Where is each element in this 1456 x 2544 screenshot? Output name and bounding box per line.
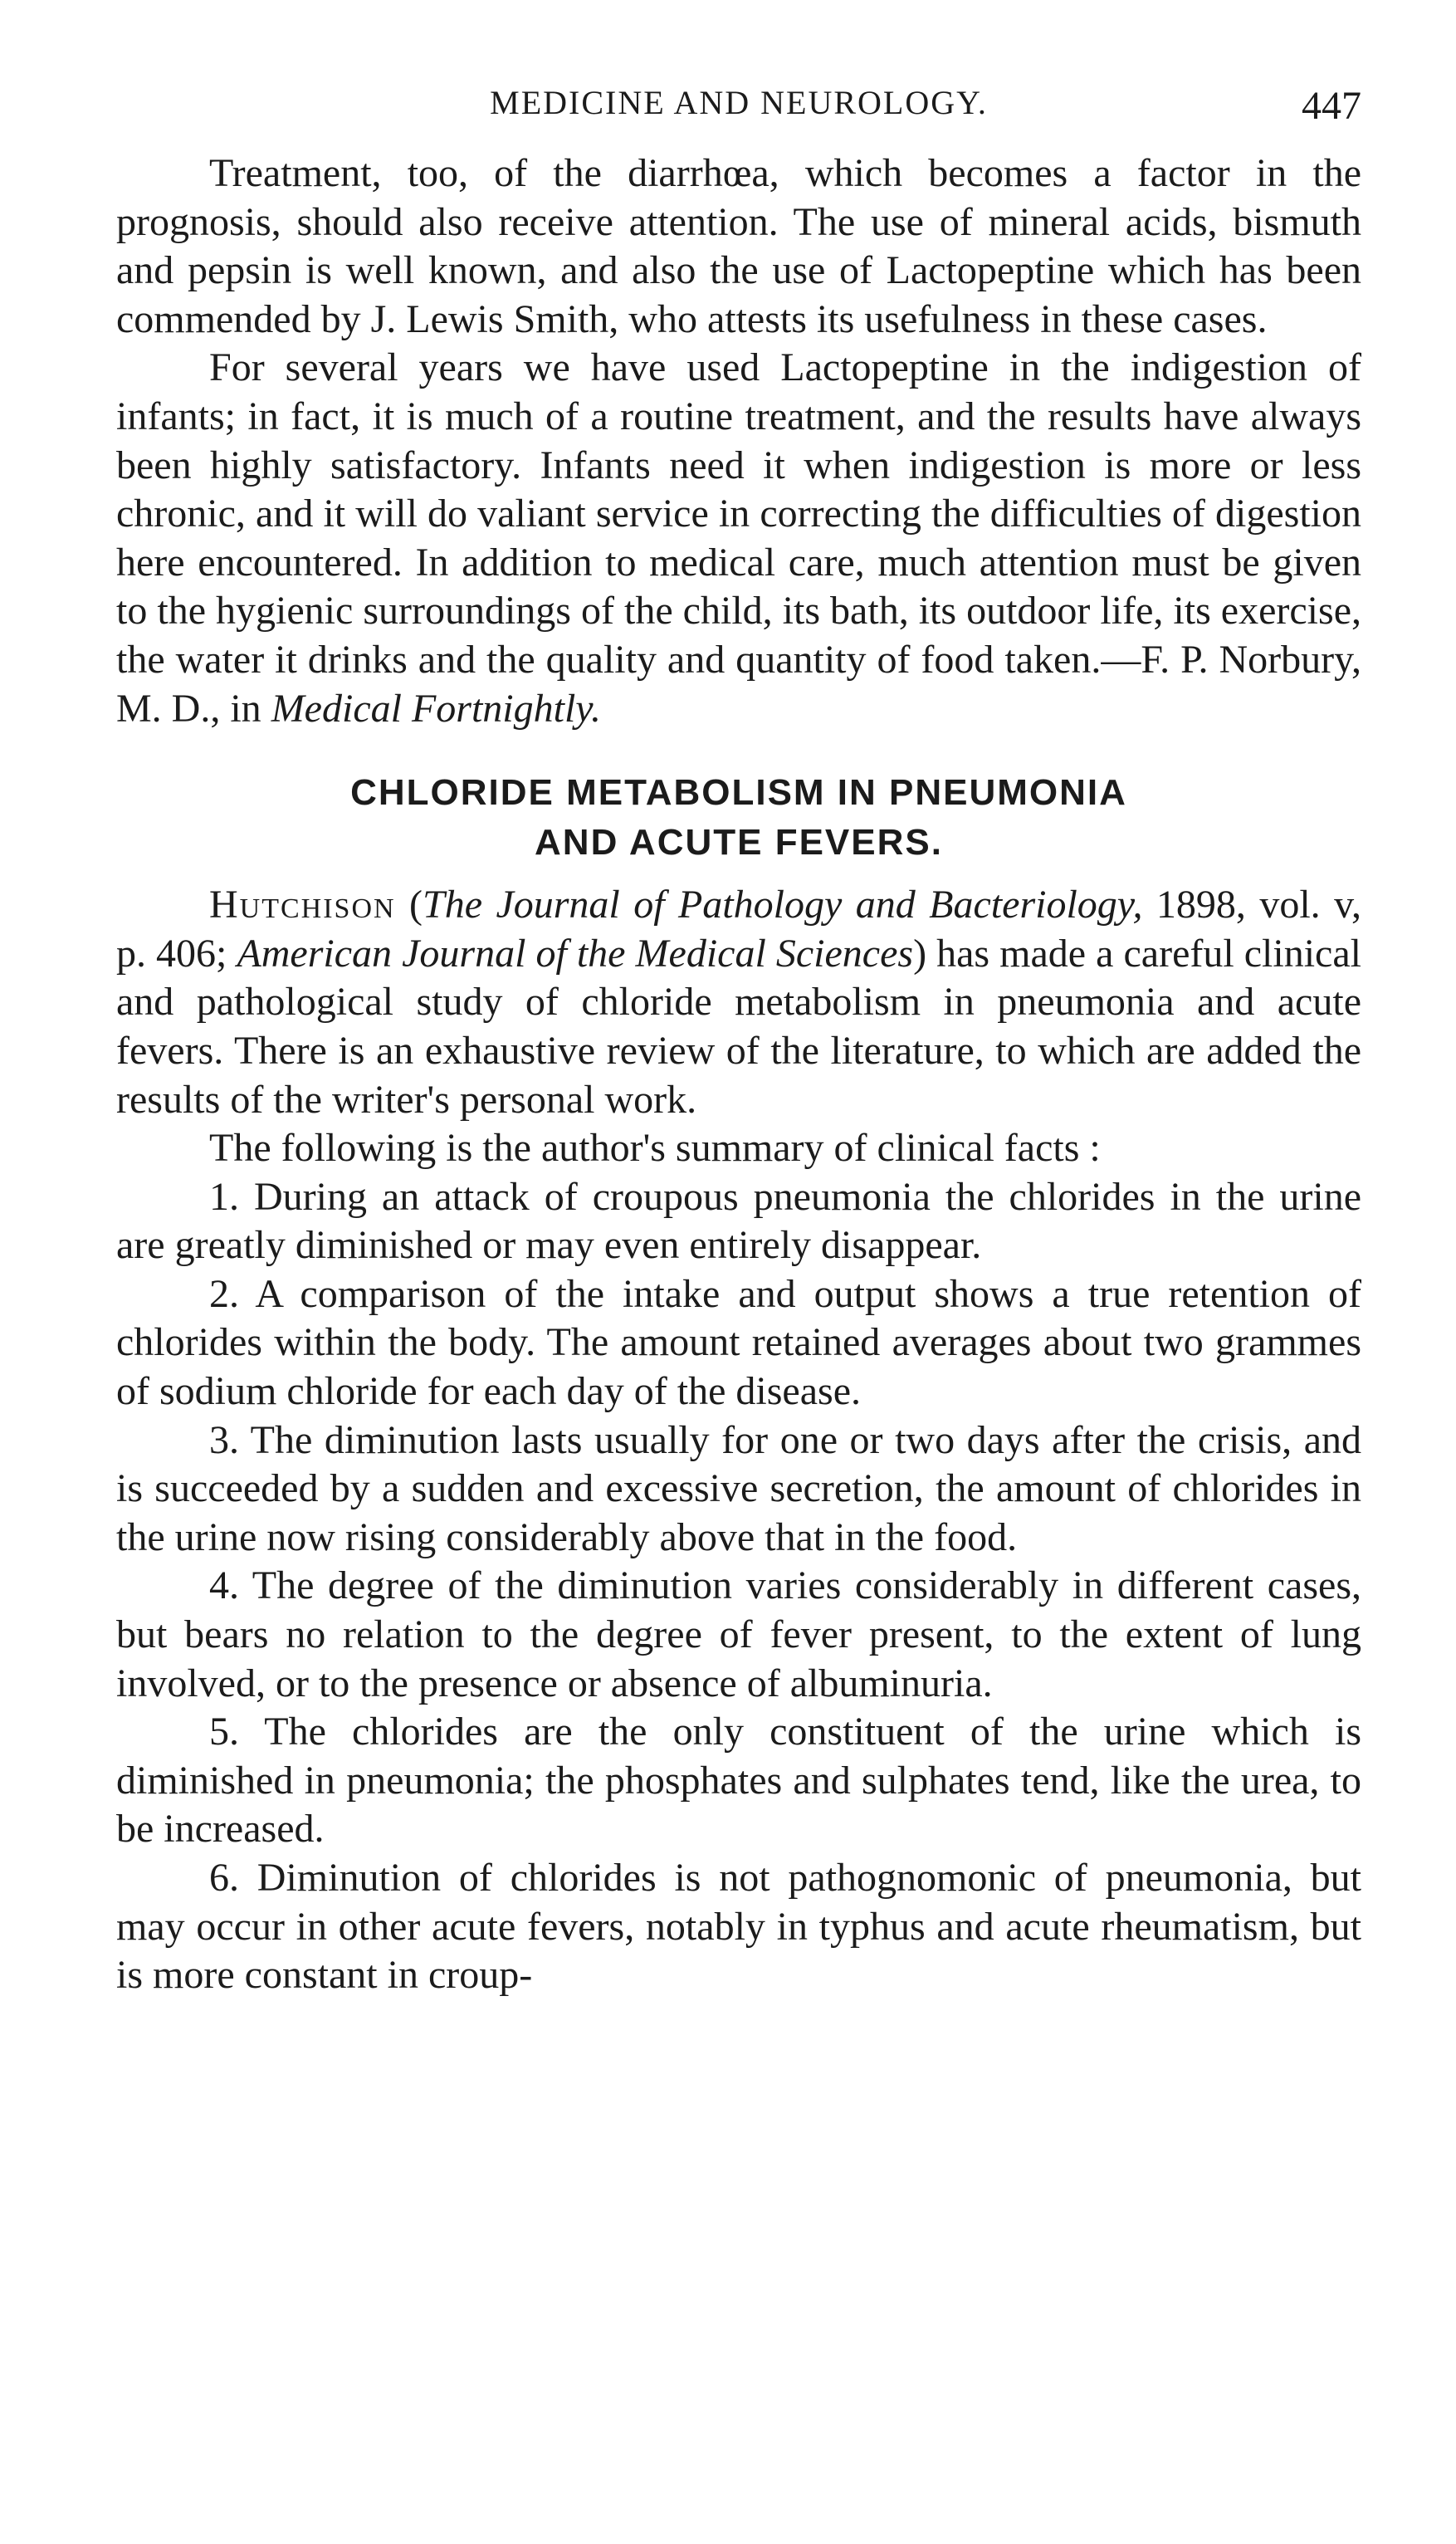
article-title (116, 768, 1361, 868)
page-number: 447 (1302, 84, 1361, 128)
summary-intro: The following is the author's summary of clinical facts : (209, 1126, 1101, 1171)
fact-5: 5. The chlorides are the only constituent of the urine which is diminished in pneumonia; the phosphates and sulphates tend, like the urea, to be increased. (116, 1710, 1361, 1852)
fact-4: 4. The degree of the diminution varies considerably in different cases, but bears no relation to the degree of fever present, to the extent of lung involved, or to the presence or absence of albuminuria. (116, 1563, 1361, 1705)
article-title-line-2: AND ACUTE FEVERS. (535, 822, 943, 863)
lead-open-paren: ( (395, 883, 423, 927)
journal-pathology: The Journal of Pathology and Bacteriology, (423, 883, 1143, 927)
title-spacer (116, 868, 1361, 881)
running-header (116, 83, 1361, 149)
author-name: Hutchison (209, 883, 396, 927)
paragraph-lactopeptine-text: For several years we have used Lactopeptine in the indigestion of infants; in fact, it is much of a routine treatment, and the results have always been highly satisfactory. Infants need it when indigestion is more or less chronic, and it will do valiant service in correcting the difficulties of digestion here encountered. In addition to medical care, much attention must be given to the hygienic surroundings of the child, its bath, its outdoor life, its exercise, the water it drinks and the quality and quantity of food taken.—F. P. Norbury, M. D., in (116, 345, 1361, 731)
article-title-line-1: CHLORIDE METABOLISM IN PNEUMONIA (350, 772, 1127, 814)
journal-medical-sciences: American Journal of the Medical Sciences (237, 931, 914, 976)
lead-text: ) has made a careful clinical and pathological study of chloride metabolism in pneumonia and acute fevers. There is an exhaustive review of the literature, to which are added the results of the writer's personal work. (116, 931, 1362, 1122)
paragraph-treatment: Treatment, too, of the diarrhœa, which becomes a factor in the prognosis, should also receive attention. The use of mineral acids, bismuth and pepsin is well known, and also the use of Lactopeptine which has been commended by J. Lewis Smith, who attests its usefulness in these cases. (116, 151, 1361, 341)
paragraph-lead (116, 881, 1361, 1124)
fact-3: 3. The diminution lasts usually for one or two days after the crisis, and is succeeded by a sudden and excessive secretion, the amount of chlorides in the urine now rising considerably above that in the food. (116, 1417, 1361, 1559)
fact-2: 2. A comparison of the intake and output shows a true retention of chlorides within the body. The amount retained averages about two grammes of sodium chloride for each day of the disease. (116, 1271, 1361, 1414)
fact-6: 6. Diminution of chlorides is not pathognomonic of pneumonia, but may occur in other acute fevers, notably in typhus and acute rheumatism, but is more constant in croup- (116, 1856, 1361, 1998)
book-page (116, 83, 1361, 2000)
citation-details: 1898, vol. v, p. 406; (116, 883, 1362, 976)
running-title: MEDICINE AND NEUROLOGY. (490, 84, 988, 121)
source-citation: Medical Fortnightly. (271, 686, 601, 731)
paragraph-lactopeptine (116, 344, 1361, 733)
fact-1: 1. During an attack of croupous pneumonia the chlorides in the urine are greatly diminished or may even entirely disappear. (116, 1174, 1361, 1268)
